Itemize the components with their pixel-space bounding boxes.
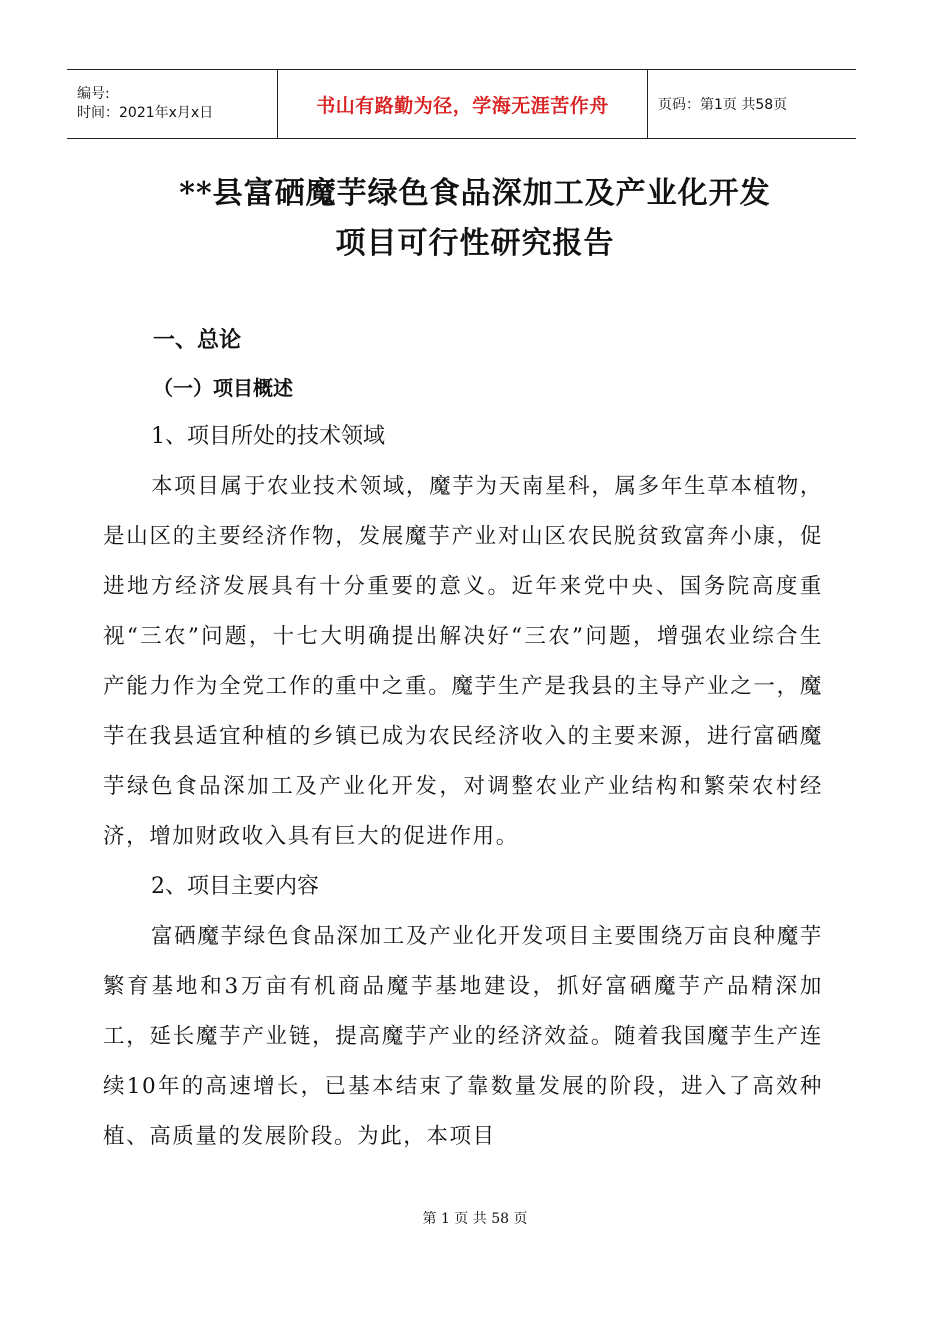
- header-slogan-cell: [277, 70, 648, 138]
- item-heading-1: 1、项目所处的技术领域: [151, 424, 385, 449]
- document-number-label: 编号:: [77, 86, 110, 102]
- document-title-line1: **县富硒魔芋绿色食品深加工及产业化开发: [179, 176, 771, 211]
- subsection-heading: （一）项目概述: [153, 376, 293, 400]
- header-meta: [67, 70, 277, 138]
- page-footer: 第 1 页 共 58 页: [422, 1211, 528, 1227]
- document-body: [103, 318, 823, 1162]
- header-page-number: 页码：第1页 共58页: [658, 97, 788, 113]
- header-page-cell: [648, 70, 856, 138]
- section-heading: 一、总论: [153, 328, 242, 353]
- header-slogan: 书山有路勤为径，学海无涯苦作舟: [316, 94, 609, 117]
- document-time: 时间：2021年x月x日: [77, 105, 214, 121]
- document-title-line2: 项目可行性研究报告: [335, 226, 615, 261]
- paragraph-1: 本项目属于农业技术领域，魔芋为天南星科，属多年生草本植物，是山区的主要经济作物，发展魔芋产业对山区农民脱贫致富奔小康，促进地方经济发展具有十分重要的意义。近年来党中央、国务院高度重视“三农”问题，十七大明确提出解决好“三农”问题，增强农业综合生产能力作为全党工作的重中之重。魔芋生产是我县的主导产业之一，魔芋在我县适宜种植的乡镇已成为农民经济收入的主要来源，进行富硒魔芋绿色食品深加工及产业化开发，对调整农业产业结构和繁荣农村经济，增加财政收入具有巨大的促进作用。: [103, 474, 823, 849]
- page-header: [67, 69, 856, 139]
- paragraph-2: 富硒魔芋绿色食品深加工及产业化开发项目主要围绕万亩良种魔芋繁育基地和3万亩有机商品魔芋基地建设，抓好富硒魔芋产品精深加工，延长魔芋产业链，提高魔芋产业的经济效益。随着我国魔芋生产连续10年的高速增长，已基本结束了靠数量发展的阶段，进入了高效种植、高质量的发展阶段。为此，本项目: [103, 924, 823, 1149]
- item-heading-2: 2、项目主要内容: [151, 874, 319, 899]
